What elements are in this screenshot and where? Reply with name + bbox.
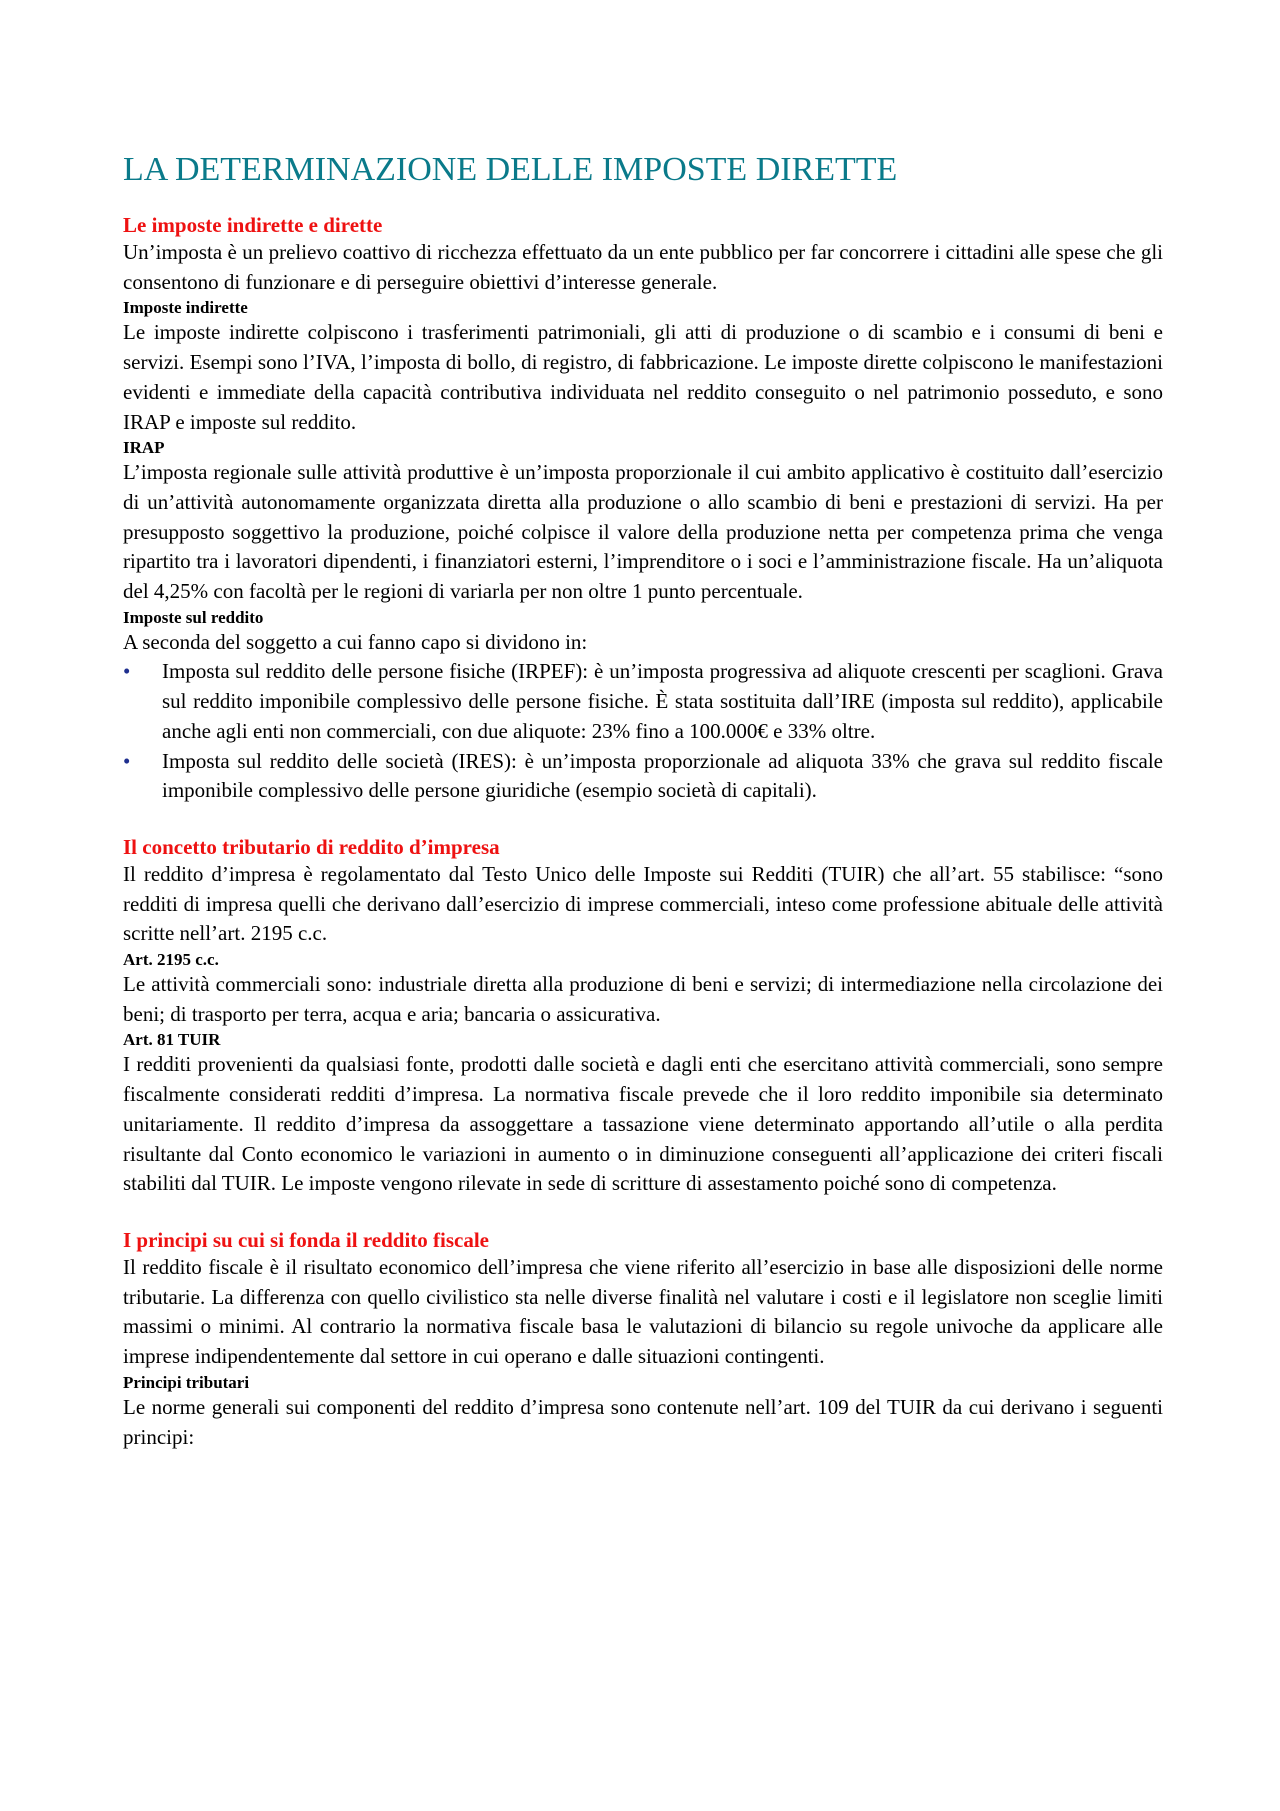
list-item bbox=[123, 657, 1163, 746]
list-item-text: Imposta sul reddito delle società (IRES): è un’imposta proporzionale ad aliquota 33% che grava sul reddito fiscale imponibile complessivo delle persone giuridiche (esempio società di capitali). bbox=[162, 748, 1163, 803]
subheading: Principi tributari bbox=[123, 1372, 250, 1392]
paragraph: I redditi provenienti da qualsiasi fonte, prodotti dalle società e dagli enti che esercitano attività commerciali, sono sempre fiscalmente considerati redditi d’impresa. La normativa fiscale prevede che il loro reddito imponibile sia determinato unitariamente. Il reddito d’impresa da assoggettare a tassazione viene determinato apportando all’utile o alla perdita risultante dal Conto economico le variazioni in aumento o in diminuzione conseguenti all’applicazione dei criteri fiscali stabiliti dal TUIR. Le imposte vengono rilevate in sede di scritture di assestamento poiché sono di competenza. bbox=[123, 1052, 1163, 1196]
subheading: IRAP bbox=[123, 438, 165, 458]
section-heading: Il concetto tributario di reddito d’impresa bbox=[123, 834, 500, 859]
paragraph: L’imposta regionale sulle attività produttive è un’imposta proporzionale il cui ambito applicativo è costituito dall’esercizio di un’attività autonomamente organizzata diretta alla produzione o allo scambio di beni e prestazioni di servizi. Ha per presupposto soggettivo la produzione, poiché colpisce il valore della produzione netta per competenza prima che venga ripartito tra i lavoratori dipendenti, i finanziatori esterni, l’imprenditore o i soci e l’amministrazione fiscale. Ha un’aliquota del 4,25% con facoltà per le regioni di variarla per non oltre 1 punto percentuale. bbox=[123, 460, 1163, 604]
paragraph: Il reddito d’impresa è regolamentato dal Testo Unico delle Imposte sui Redditi (TUIR) che all’art. 55 stabilisce: “sono redditi di impresa quelli che derivano dall’esercizio di imprese commerciali, inteso come professione abituale delle attività scritte nell’art. 2195 c.c. bbox=[123, 861, 1163, 946]
paragraph: Un’imposta è un prelievo coattivo di ricchezza effettuato da un ente pubblico per far concorrere i cittadini alle spese che gli consentono di funzionare e di perseguire obiettivi d’interesse generale. bbox=[123, 240, 1163, 294]
subheading: Art. 81 TUIR bbox=[123, 1030, 221, 1050]
paragraph: A seconda del soggetto a cui fanno capo si dividono in: bbox=[123, 629, 588, 654]
section-imposte bbox=[123, 212, 1163, 806]
subheading: Imposte indirette bbox=[123, 298, 248, 318]
section-reddito-impresa bbox=[123, 834, 1163, 1199]
paragraph: Le imposte indirette colpiscono i trasferimenti patrimoniali, gli atti di produzione o di scambio e i consumi di beni e servizi. Esempi sono l’IVA, l’imposta di bollo, di registro, di fabbricazione. Le imposte dirette colpiscono le manifestazioni evidenti e immediate della capacità contributiva individuata nel reddito conseguito o nel patrimonio posseduto, e sono IRAP e imposte sul reddito. bbox=[123, 320, 1163, 434]
bullet-list bbox=[123, 657, 1163, 806]
document-title: LA DETERMINAZIONE DELLE IMPOSTE DIRETTE bbox=[123, 151, 898, 188]
list-item-text: Imposta sul reddito delle persone fisiche (IRPEF): è un’imposta progressiva ad aliquote crescenti per scaglioni. Grava sul reddito imponibile complessivo delle persone fisiche. È stata sostituita dall’IRE (imposta sul reddito), applicabile anche agli enti non commerciali, con due aliquote: 23% fino a 100.000€ e 33% oltre. bbox=[162, 659, 1163, 743]
bullet-icon: • bbox=[123, 659, 131, 684]
list-item bbox=[123, 747, 1163, 806]
subheading: Imposte sul reddito bbox=[123, 607, 264, 627]
document-page bbox=[123, 150, 1163, 1480]
paragraph: Il reddito fiscale è il risultato economico dell’impresa che viene riferito all’esercizio in base alle disposizioni delle norme tributarie. La differenza con quello civilistico sta nelle diverse finalità nel valutare i costi e il legislatore non sceglie limiti massimi o minimi. Al contrario la normativa fiscale basa le valutazioni di bilancio su regole univoche da applicare alle imprese indipendentemente dal settore in cui operano e dalle situazioni contingenti. bbox=[123, 1254, 1163, 1369]
bullet-icon: • bbox=[123, 748, 131, 773]
subheading: Art. 2195 c.c. bbox=[123, 950, 219, 970]
section-heading: I principi su cui si fonda il reddito fiscale bbox=[123, 1227, 489, 1252]
paragraph: Le norme generali sui componenti del reddito d’impresa sono contenute nell’art. 109 del TUIR da cui derivano i seguenti principi: bbox=[123, 1394, 1163, 1449]
paragraph: Le attività commerciali sono: industriale diretta alla produzione di beni e servizi; di intermediazione nella circolazione dei beni; di trasporto per terra, acqua e aria; bancaria o assicurativa. bbox=[123, 972, 1163, 1026]
section-principi bbox=[123, 1227, 1163, 1452]
section-heading: Le imposte indirette e dirette bbox=[123, 213, 383, 237]
